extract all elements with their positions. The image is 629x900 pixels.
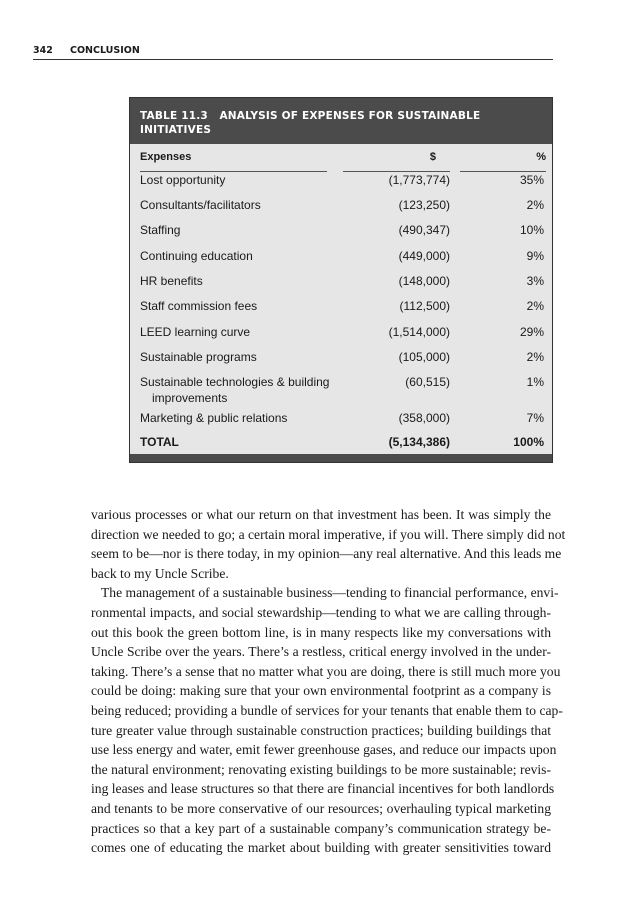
expense-percent: 1% bbox=[526, 375, 544, 389]
text-line: ing leases and lease structures so that there are financial incentives for both landlords bbox=[91, 781, 555, 797]
expense-label: Lost opportunity bbox=[140, 173, 226, 187]
header-rule bbox=[140, 171, 327, 172]
page-number: 342 bbox=[33, 45, 53, 56]
expense-amount: (123,250) bbox=[398, 198, 450, 212]
header-amount: $ bbox=[429, 151, 436, 163]
table-row bbox=[140, 411, 546, 427]
expense-label: Sustainable technologies & building bbox=[140, 375, 330, 389]
expense-amount: (449,000) bbox=[398, 249, 450, 263]
expense-amount: (105,000) bbox=[398, 350, 450, 364]
expense-amount: (148,000) bbox=[398, 274, 450, 288]
table-row bbox=[140, 375, 546, 405]
expense-percent: 2% bbox=[526, 198, 544, 212]
expense-label: Continuing education bbox=[140, 249, 253, 263]
table-row bbox=[140, 223, 546, 239]
expense-label: HR benefits bbox=[140, 274, 203, 288]
table-row bbox=[140, 274, 546, 290]
expense-amount: (358,000) bbox=[398, 411, 450, 425]
text-line: various processes or what our return on that investment has been. It was simply the bbox=[91, 507, 551, 522]
text-line: out this book the green bottom line, is in many respects like my conversations with bbox=[91, 624, 551, 640]
table-title-line: TABLE 11.3 ANALYSIS OF EXPENSES FOR SUSTAINABLE bbox=[140, 110, 481, 122]
body-text bbox=[91, 505, 566, 858]
total-amount: (5,134,386) bbox=[388, 435, 450, 449]
expense-percent: 35% bbox=[519, 173, 544, 187]
text-line: direction we needed to go; a certain moral imperative, if you will. There simply did not bbox=[91, 526, 566, 542]
text-line: seem to be—nor is there today, in my opinion—any real alternative. And this leads me bbox=[91, 546, 562, 562]
total-label: TOTAL bbox=[140, 435, 179, 449]
expense-amount: (112,500) bbox=[399, 299, 450, 313]
expense-percent: 10% bbox=[519, 223, 544, 237]
expense-label: Staffing bbox=[140, 223, 181, 237]
table-total-row bbox=[140, 435, 546, 451]
expense-percent: 7% bbox=[526, 411, 544, 425]
table-row bbox=[140, 198, 546, 214]
expense-label: LEED learning curve bbox=[140, 325, 251, 339]
text-line: comes one of educating the market about building with greater sensitivities toward bbox=[91, 840, 551, 856]
text-line: Uncle Scribe over the years. There’s a restless, critical energy involved in the under- bbox=[91, 644, 551, 660]
expense-label: Staff commission fees bbox=[140, 299, 258, 313]
expense-label: Consultants/facilitators bbox=[140, 198, 261, 212]
expense-amount: (1,773,774) bbox=[388, 173, 450, 187]
table-footer-bar bbox=[130, 454, 552, 462]
table-row bbox=[140, 325, 546, 341]
table-title bbox=[130, 98, 552, 144]
expense-amount: (60,515) bbox=[405, 375, 450, 389]
header-rule bbox=[343, 171, 450, 172]
text-line: use less energy and water, emit fewer greenhouse gases, and reduce our impacts upon bbox=[91, 742, 557, 758]
total-percent: 100% bbox=[513, 435, 544, 449]
expense-label: Marketing & public relations bbox=[140, 411, 288, 425]
table-row bbox=[140, 350, 546, 366]
header-percent: % bbox=[536, 151, 546, 163]
section-title: CONCLUSION bbox=[70, 45, 140, 56]
text-line: could be doing: making sure that your own environmental footprint as a company is bbox=[91, 683, 551, 699]
table-row bbox=[140, 299, 546, 315]
table-row bbox=[140, 173, 546, 189]
table-row bbox=[140, 249, 546, 265]
text-line: ronmental impacts, and social stewardship—tending to what we are calling through- bbox=[91, 604, 551, 620]
text-line: The management of a sustainable business—tending to financial performance, envi- bbox=[101, 585, 559, 601]
expense-percent: 3% bbox=[526, 274, 544, 288]
expense-label-cont: improvements bbox=[152, 391, 228, 405]
table-title-line: INITIATIVES bbox=[140, 124, 212, 136]
header-rule bbox=[460, 171, 546, 172]
expenses-table bbox=[129, 97, 553, 463]
text-line: the natural environment; renovating existing buildings to be more sustainable; revis- bbox=[91, 761, 551, 777]
expense-percent: 29% bbox=[519, 325, 544, 339]
header-expenses: Expenses bbox=[140, 151, 192, 163]
expense-percent: 9% bbox=[526, 249, 544, 263]
expense-percent: 2% bbox=[526, 299, 544, 313]
running-head bbox=[33, 45, 553, 60]
text-line: ture greater value through sustainable construction practices; building buildings that bbox=[91, 722, 551, 738]
expense-amount: (1,514,000) bbox=[388, 325, 450, 339]
expense-percent: 2% bbox=[526, 350, 544, 364]
text-line: back to my Uncle Scribe. bbox=[91, 565, 229, 581]
text-line: and tenants to be more conservative of our resources; overhauling typical marketing bbox=[91, 800, 551, 816]
expense-amount: (490,347) bbox=[398, 223, 450, 237]
table-header-row bbox=[140, 151, 546, 167]
text-line: practices so that a key part of a sustainable company’s communication strategy be- bbox=[91, 820, 551, 836]
text-line: taking. There’s a sense that no matter what you are doing, there is still much more you bbox=[91, 663, 561, 679]
text-line: being reduced; providing a bundle of services for your tenants that enable them to cap- bbox=[91, 702, 563, 718]
expense-label: Sustainable programs bbox=[140, 350, 257, 364]
